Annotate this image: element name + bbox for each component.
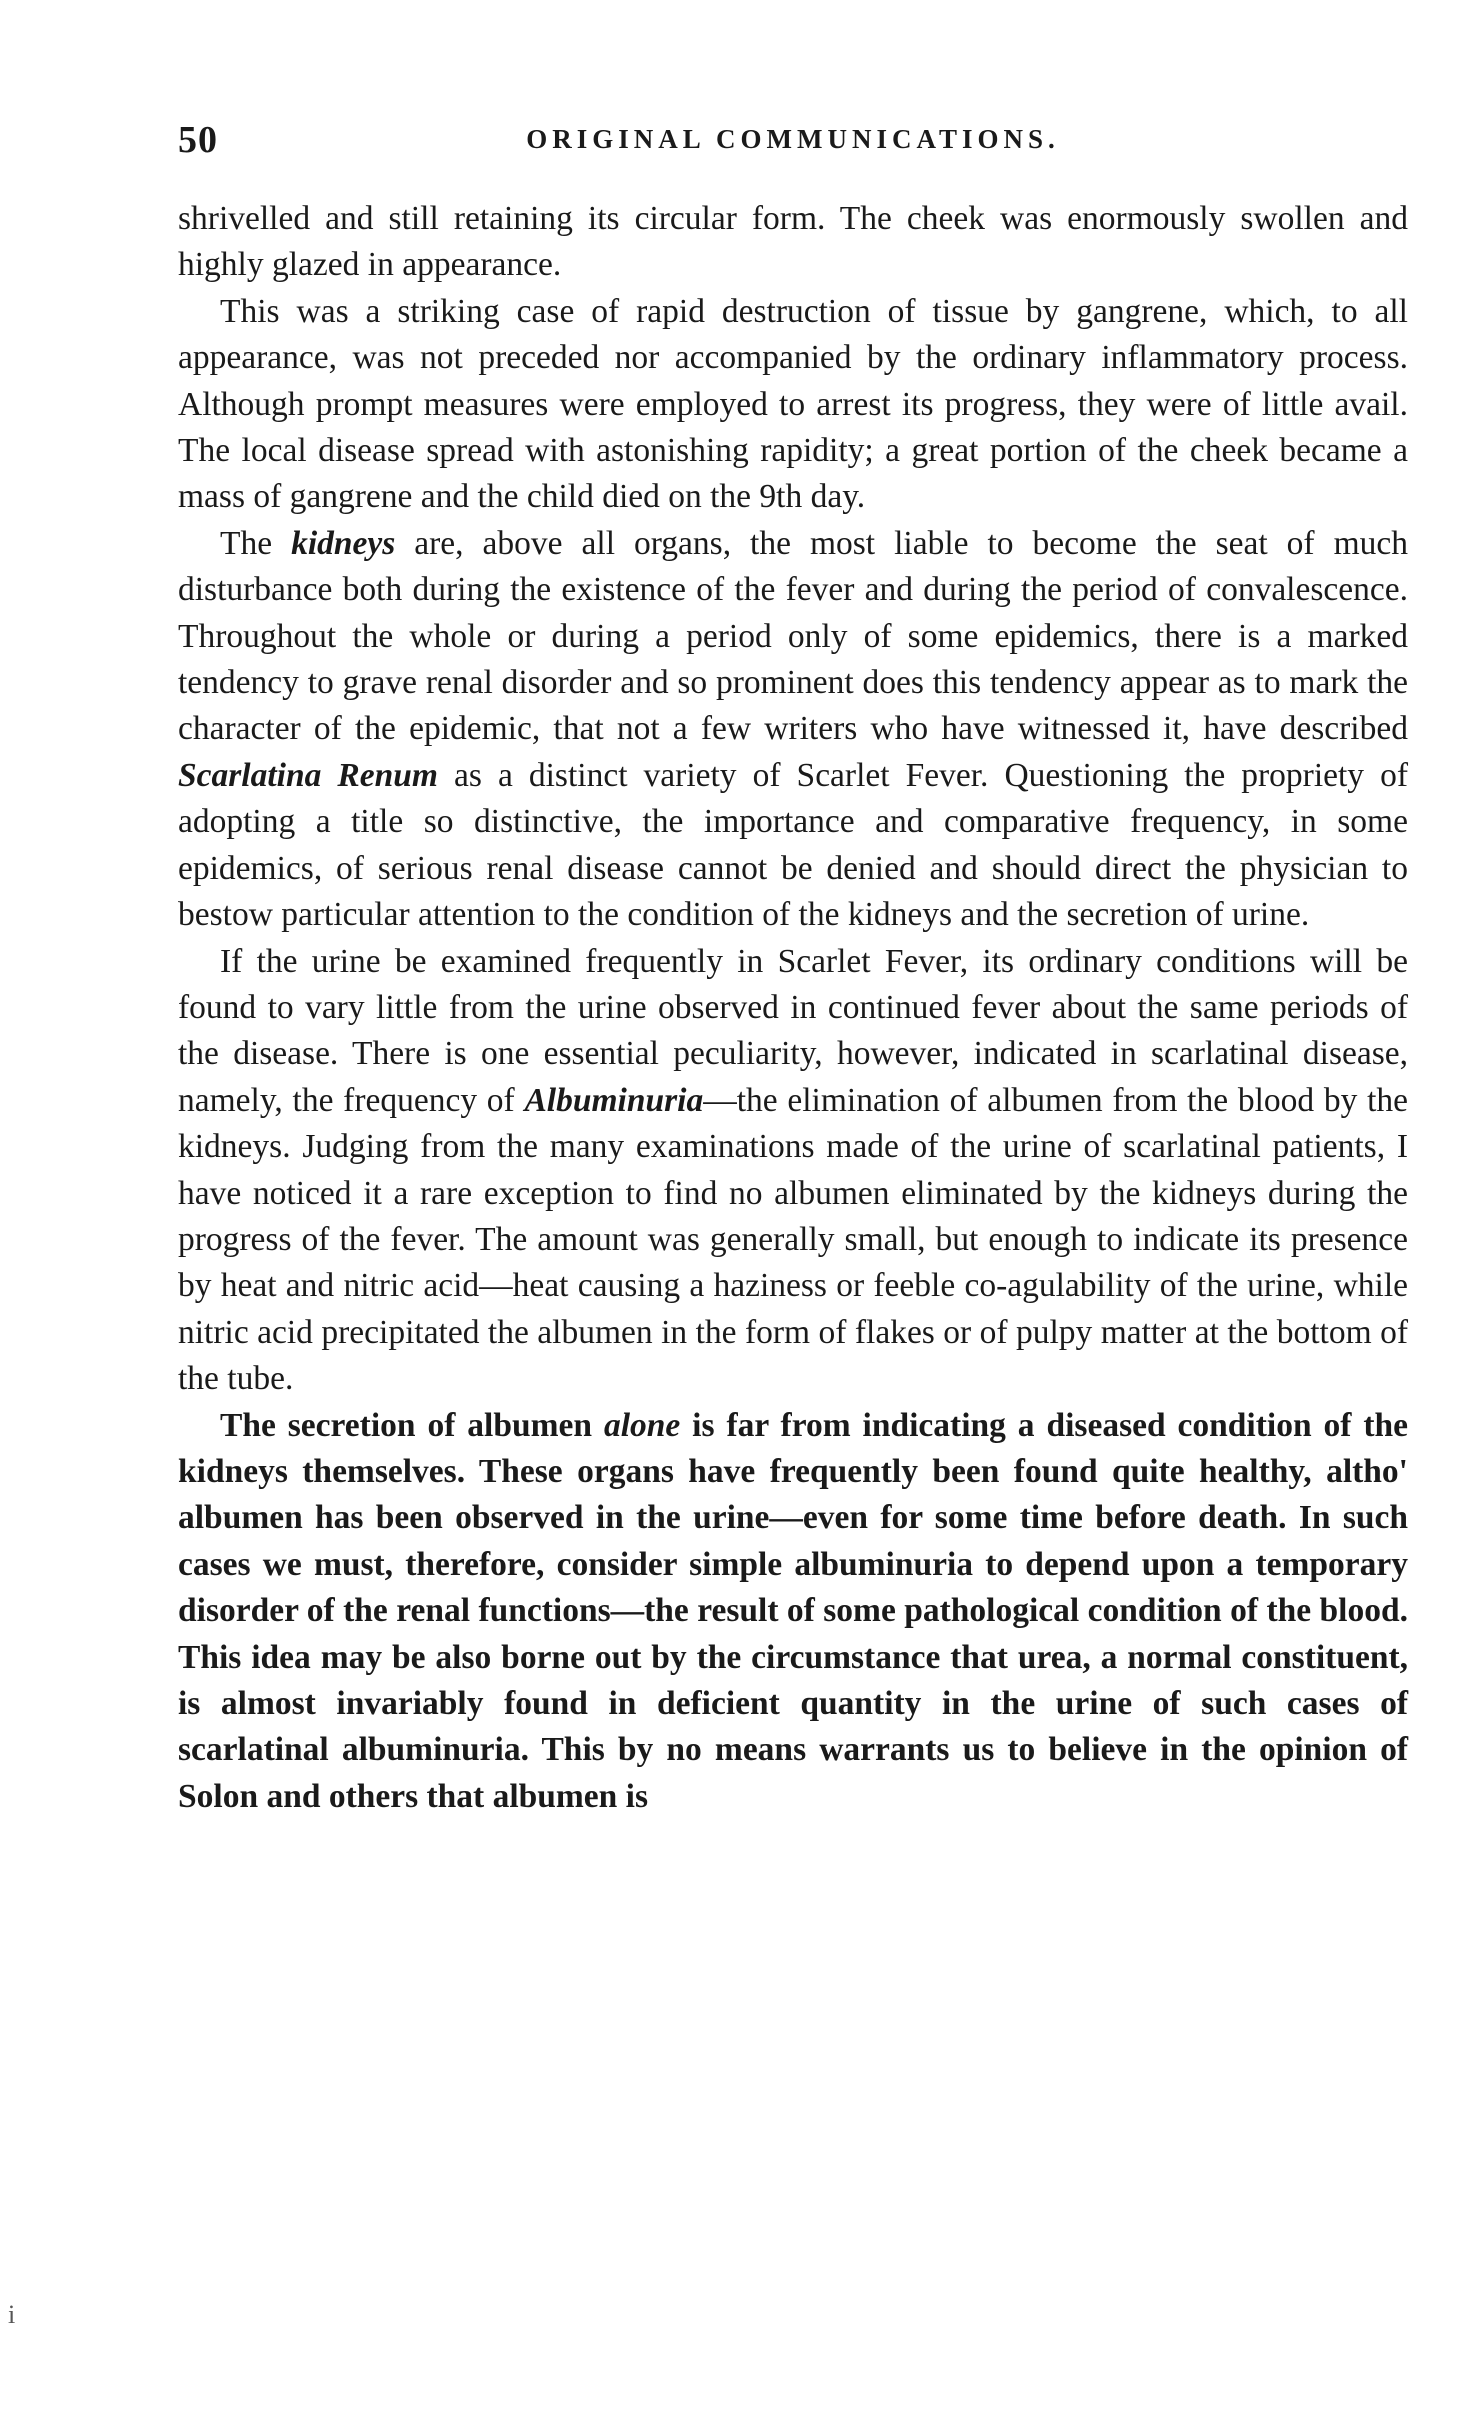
italic-term: Scarlatina Renum	[178, 756, 438, 794]
text-run: shrivelled and still retaining its circular form. The cheek was enormously swollen and highly glazed in appearance.	[178, 200, 1408, 284]
text-run: is far from indicating a diseased condition of the kidneys themselves. These organs have frequently been found quite healthy, altho' albumen has been observed in the urine—even for some time before death. In such cases we must, therefore, consider simple albuminuria to depend upon a temporary disorder of the renal functions—the result of some pathological condition of the blood. This idea may be also borne out by the circumstance that urea, a normal constituent, is almost invariably found in deficient quantity in the urine of such cases of scarlatinal albuminuria. This by no means warrants us to believe in the opinion of Solon and others that albumen is	[178, 1406, 1408, 1815]
margin-mark: i	[8, 2300, 16, 2329]
text-run: The	[220, 524, 292, 562]
text-run: This was a striking case of rapid destruction of tissue by gangrene, which, to all appearance, was not preceded nor accompanied by the ordinary inflammatory process. Although prompt measures were employed to arrest its progress, they were of little avail. The local disease spread with astonishing rapidity; a great portion of the cheek became a mass of gangrene and the child died on the 9th day.	[178, 292, 1408, 516]
running-head: ORIGINAL COMMUNICATIONS.	[526, 124, 1060, 154]
italic-term: alone	[603, 1406, 681, 1444]
paragraph-5	[178, 1403, 1408, 1821]
text-run: are, above all organs, the most liable to become the seat of much disturbance both during the existence of the fever and during the period of convalescence. Throughout the whole or during a period only of some epidemics, there is a marked tendency to grave renal disorder and so prominent does this tendency appear as to mark the character of the epidemic, that not a few writers who have witnessed it, have described	[178, 524, 1408, 748]
text-run: as a distinct variety of Scarlet Fever. Questioning the propriety of adopting a title so distinctive, the importance and comparative frequency, in some epidemics, of serious renal disease cannot be denied and should direct the physician to bestow particular attention to the condition of the kidneys and the secretion of urine.	[178, 756, 1409, 934]
paragraph-4	[178, 939, 1408, 1403]
text-run: If the urine be examined frequently in Scarlet Fever, its ordinary conditions will be found to vary little from the urine observed in continued fever about the same periods of the disease. There is one essential peculiarity, however, indicated in scarlatinal disease, namely, the frequency of	[178, 942, 1408, 1119]
italic-term: Albuminuria	[524, 1081, 704, 1119]
paragraph-2	[178, 289, 1408, 521]
page-number: 50	[178, 119, 218, 161]
page-header	[178, 118, 1408, 168]
paragraph-1	[178, 196, 1408, 289]
text-run: The secretion of albumen	[220, 1406, 604, 1444]
italic-term: kidneys	[291, 524, 396, 562]
text-run: —the elimination of albumen from the blood by the kidneys. Judging from the many examinations made of the urine of scarlatinal patients, I have noticed it a rare exception to find no albumen eliminated by the kidneys during the progress of the fever. The amount was generally small, but enough to indicate its presence by heat and nitric acid—heat causing a haziness or feeble co-agulability of the urine, while nitric acid precipitated the albumen in the form of flakes or of pulpy matter at the bottom of the tube.	[178, 1081, 1408, 1398]
body-text	[178, 196, 1408, 1820]
paragraph-3	[178, 521, 1408, 939]
